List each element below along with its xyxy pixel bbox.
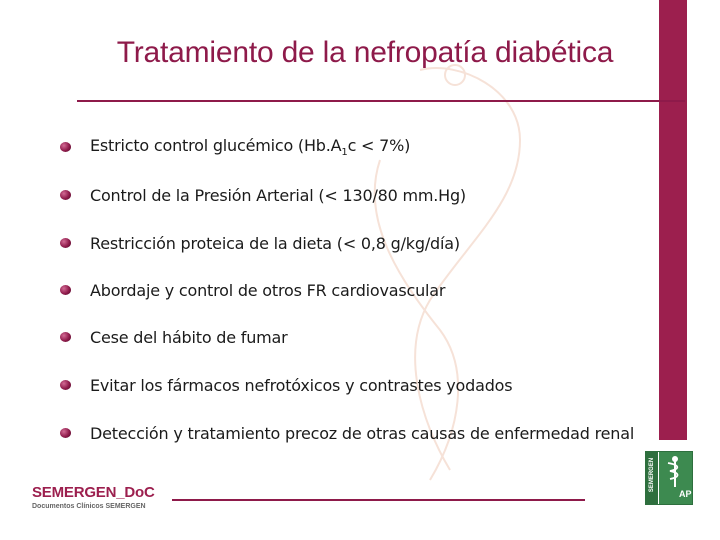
bullet-text: Cese del hábito de fumar [90, 327, 288, 347]
bullet-icon [60, 380, 71, 390]
list-item [60, 372, 512, 398]
list-item [60, 182, 466, 208]
list-item [60, 420, 634, 446]
bullet-icon [60, 428, 71, 438]
list-item [60, 230, 460, 256]
bullet-icon [60, 238, 71, 248]
bullet-text: Control de la Presión Arterial (< 130/80 mm.Hg) [90, 185, 466, 205]
logo-side-text: SEMERGEN [649, 457, 655, 493]
bullet-text: Estricto control glucémico $(Hb.A_1c < 7\%)$ [90, 135, 411, 159]
list-item [60, 277, 445, 303]
bullet-text: Abordaje y control de otros FR cardiovascular [90, 280, 446, 300]
bullet-text: Detección y tratamiento precoz de otras causas de enfermedad renal [90, 423, 635, 443]
bullet-text: Restricción proteica de la dieta (< 0,8 g/kg/día) [90, 233, 460, 253]
semergen-ap-logo [645, 451, 693, 505]
brand-subtitle: Documentos Clínicos SEMERGEN [32, 503, 146, 510]
bullet-icon [60, 142, 71, 152]
logo-emblem [659, 452, 692, 504]
slide-title: Tratamiento de la nefropatía diabética [116, 36, 614, 69]
brand-logo-text: SEMERGEN_DoC [32, 484, 155, 501]
bullet-icon [60, 332, 71, 342]
list-item [60, 324, 288, 350]
bullet-icon [60, 285, 71, 295]
logo-ap-text: AP [679, 489, 692, 499]
title-divider [77, 100, 685, 102]
bullet-text: Evitar los fármacos nefrotóxicos y contrastes yodados [90, 375, 513, 395]
bullet-icon [60, 190, 71, 200]
logo-side-band [646, 452, 658, 504]
list-item [60, 134, 410, 160]
footer-divider [172, 499, 585, 501]
caduceus-icon [662, 455, 689, 489]
